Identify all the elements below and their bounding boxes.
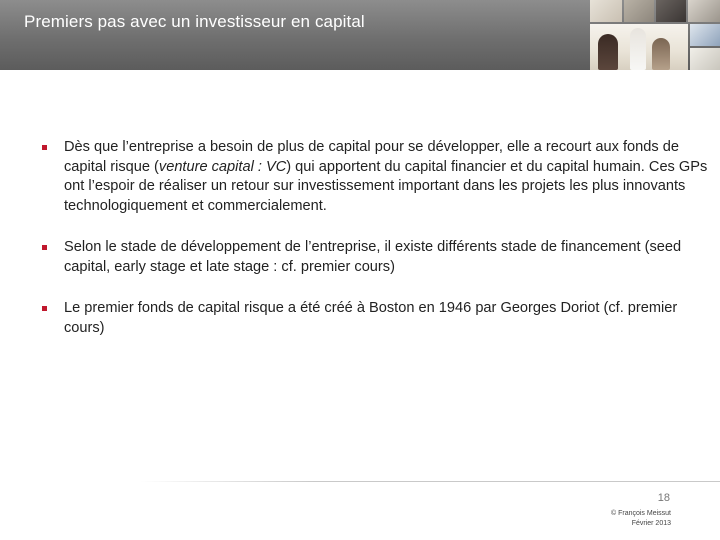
square-bullet-icon — [42, 145, 47, 150]
slide-header — [0, 0, 720, 70]
header-photo-collage — [590, 0, 720, 70]
photo-tile — [590, 0, 622, 22]
square-bullet-icon — [42, 306, 47, 311]
photo-tile — [656, 0, 686, 22]
bullet-text-italic: venture capital : VC — [158, 158, 287, 175]
person-figure — [630, 28, 646, 70]
bullet-text-part: ) qui apportent du capital financier et du capital humain. Ces GPs ont l’espoir de réaliser un retour sur investissement important dans les projets les plus innovants technologiquement et commercialement. — [64, 158, 708, 214]
bullet-list — [40, 138, 710, 360]
slide-title: Premiers pas avec un investisseur en capital — [24, 12, 365, 31]
footer-date: Février 2013 — [631, 520, 671, 527]
photo-tile — [688, 0, 720, 22]
bullet-text — [64, 139, 707, 214]
square-bullet-icon — [42, 245, 47, 250]
person-figure — [652, 38, 670, 70]
bullet-text: Le premier fonds de capital risque a été créé à Boston en 1946 par Georges Doriot (cf. premier cours) — [64, 300, 678, 336]
bullet-item — [40, 238, 710, 277]
photo-tile — [690, 24, 720, 46]
photo-tile — [690, 48, 720, 70]
page-number: 18 — [657, 492, 670, 504]
bullet-item — [40, 138, 710, 216]
bullet-text-part: Dès que l’entreprise a besoin de plus de capital pour se développer, elle a recourt aux fonds de capital risque ( — [64, 139, 679, 175]
photo-tile — [624, 0, 654, 22]
person-figure — [598, 34, 618, 70]
bullet-item — [40, 299, 710, 338]
bullet-text: Selon le stade de développement de l’entreprise, il existe différents stade de financement (seed capital, early stage et late stage : cf. premier cours) — [64, 239, 682, 275]
copyright-text: © François Meissut — [610, 510, 671, 517]
footer-divider — [140, 481, 720, 482]
